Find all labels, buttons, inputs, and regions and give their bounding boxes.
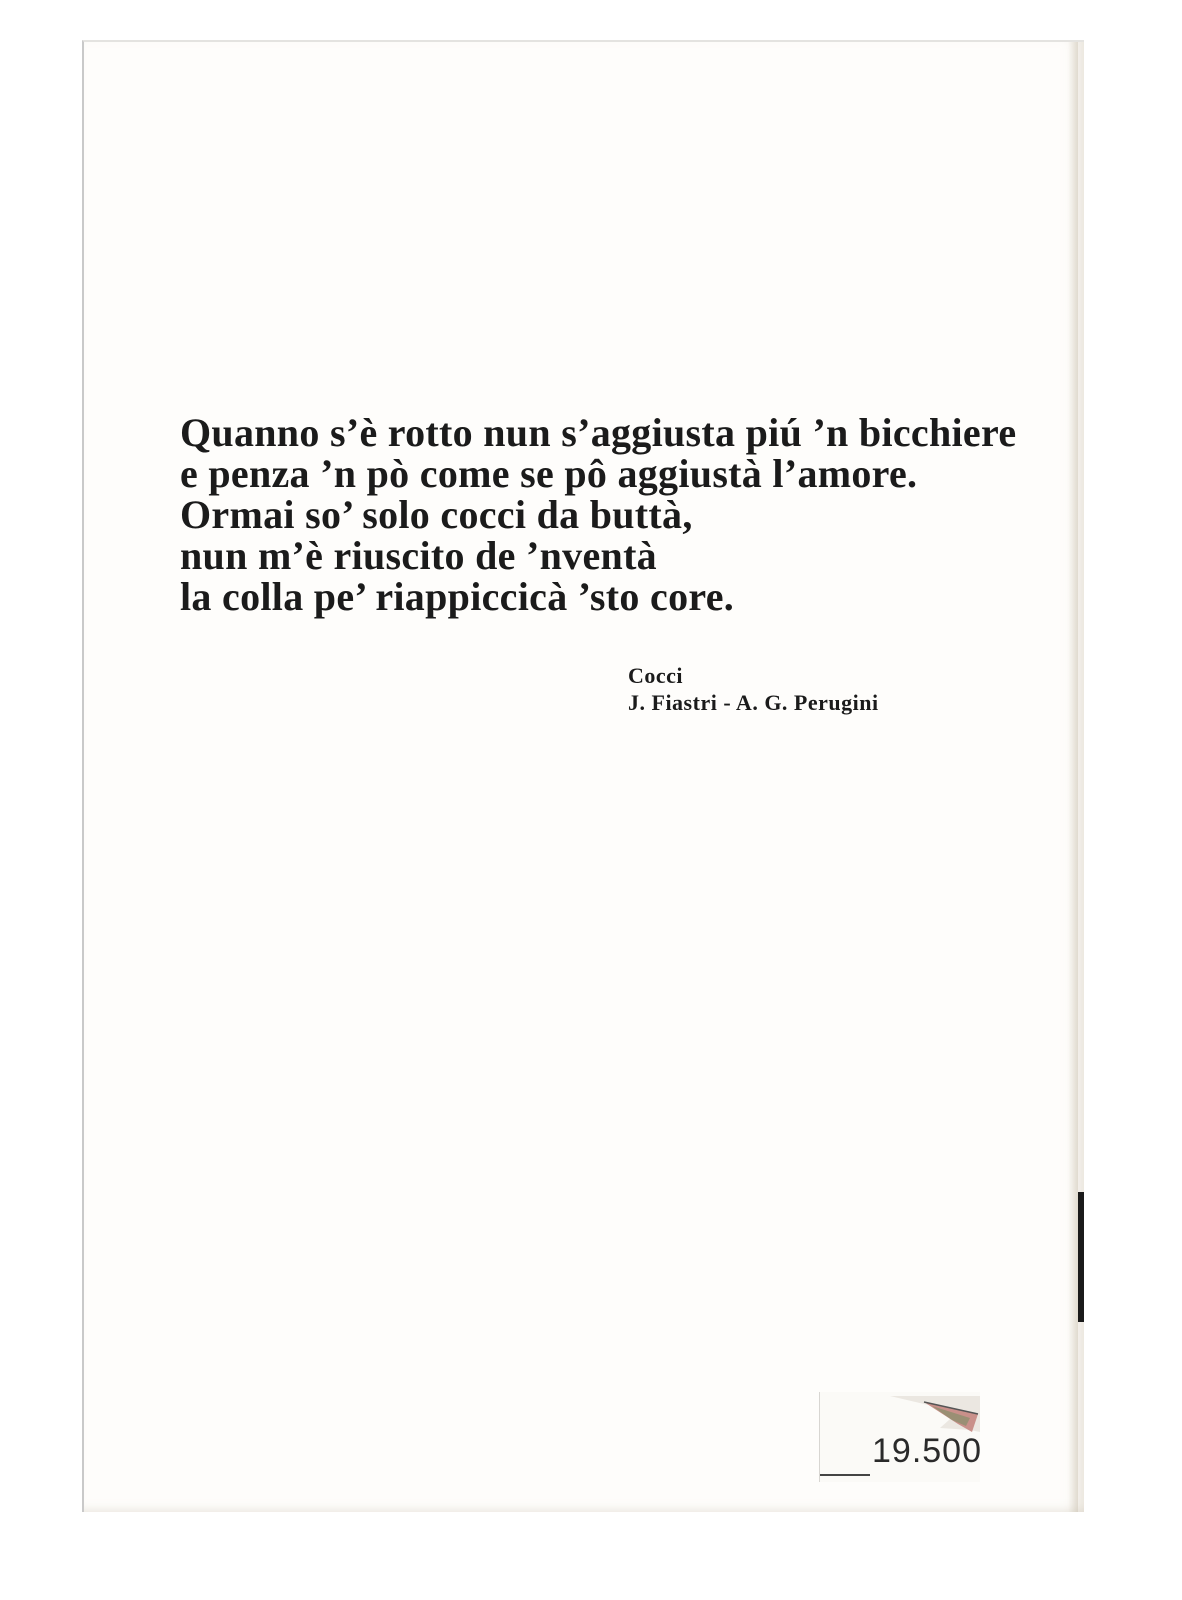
poem-line-4: nun m’è riuscito de ’nventà — [180, 533, 657, 578]
poem-line-2: e penza ’n pò come se pô aggiustà l’amore. — [180, 451, 918, 496]
poem-credit — [628, 662, 879, 716]
poem-line-1: Quanno s’è rotto nun s’aggiusta piú ’n bicchiere — [180, 410, 1017, 455]
poem-line-5: la colla pe’ riappiccicà ’sto core. — [180, 574, 735, 619]
credit-authors: J. Fiastri - A. G. Perugini — [628, 690, 879, 715]
spine-mark — [1078, 1192, 1084, 1322]
poem-line-3: Ormai so’ solo cocci da buttà, — [180, 492, 693, 537]
price-label: 19.500 — [872, 1432, 982, 1470]
price-sticker — [819, 1392, 980, 1482]
credit-title: Cocci — [628, 663, 684, 688]
poem-verse — [180, 412, 1060, 617]
sticker-underline — [820, 1474, 870, 1476]
book-back-cover — [82, 40, 1084, 1512]
spine-shadow — [1068, 42, 1078, 1512]
